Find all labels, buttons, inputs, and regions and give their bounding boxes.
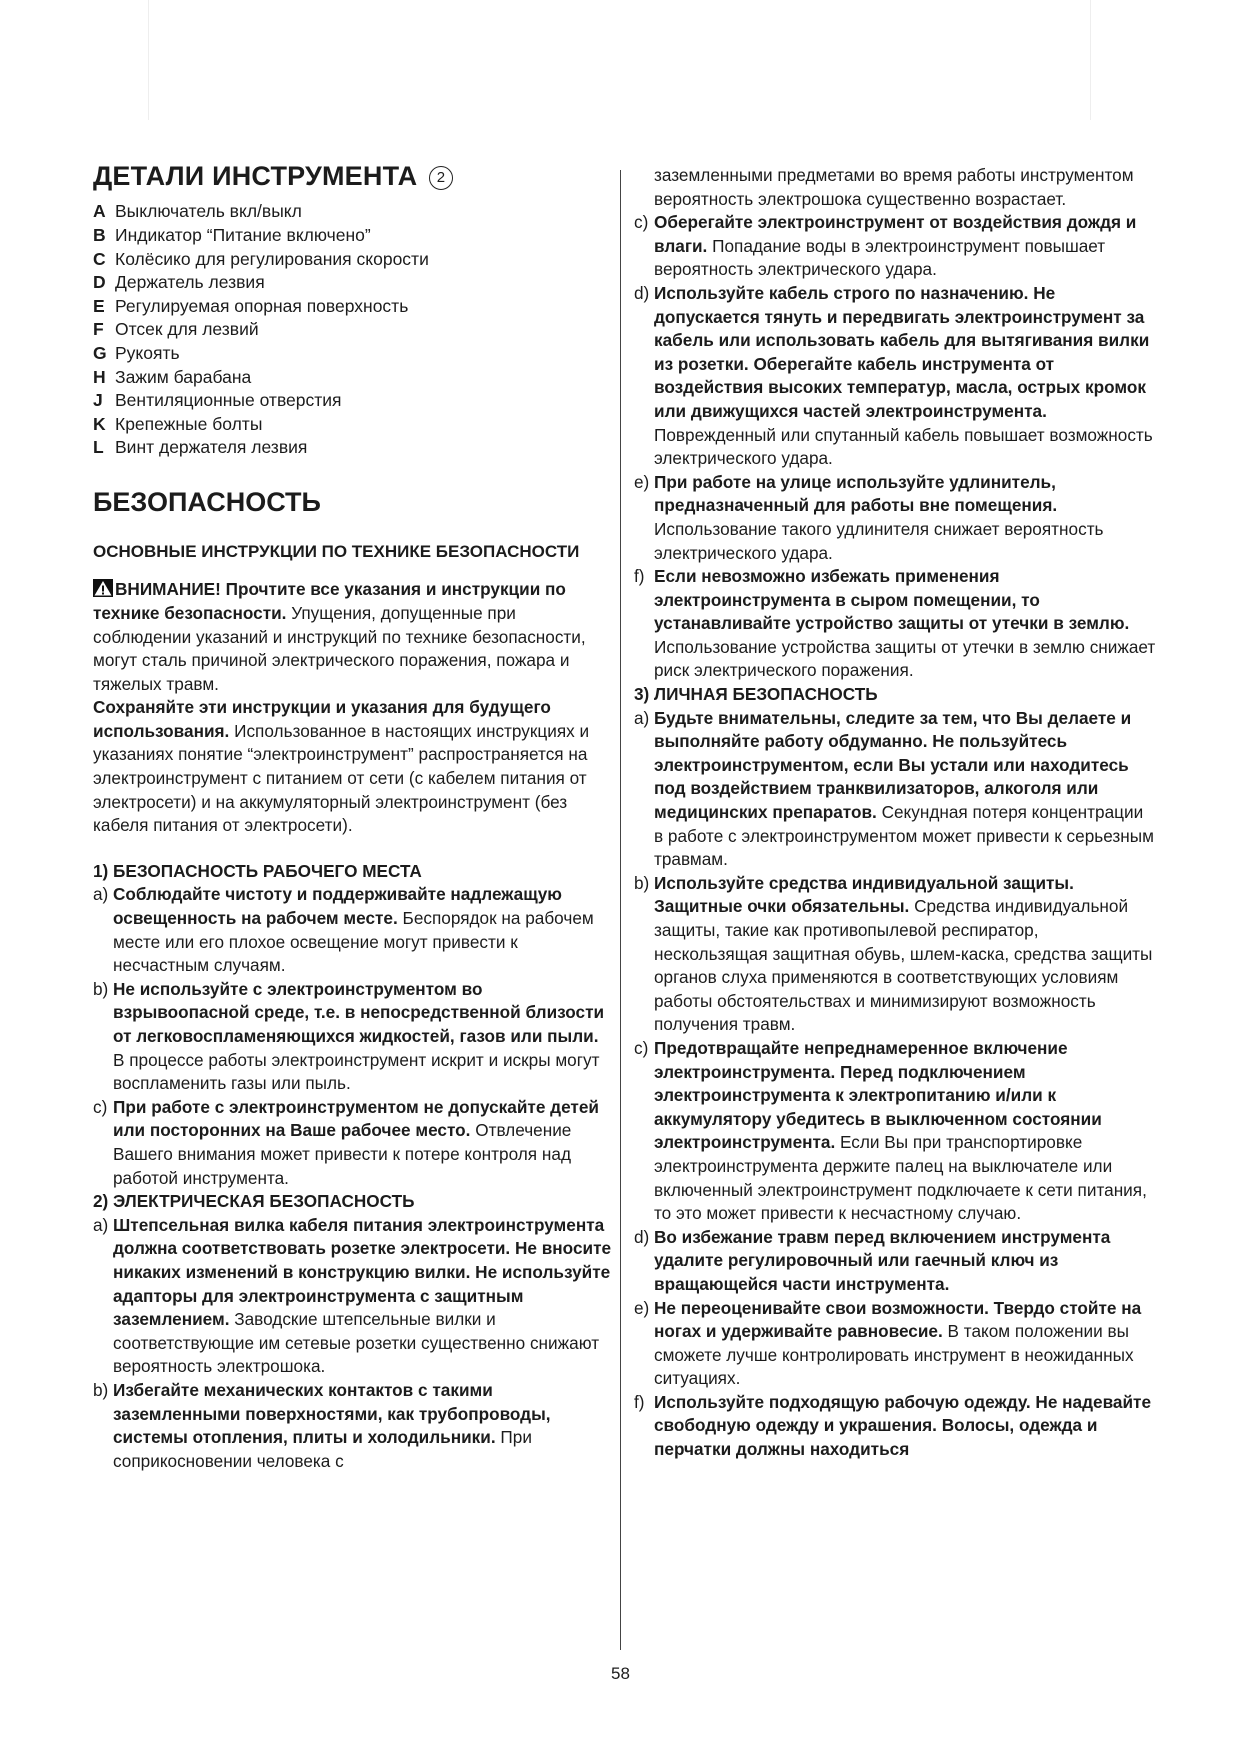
part-item [93,200,613,224]
instruction-item [93,1096,613,1190]
instruction-text: При соприкосновении человека с [113,1427,532,1471]
part-key: G [93,342,107,363]
part-item [93,366,613,390]
instruction-bold: Используйте кабель строго по назначению. Не допускается тянуть и передвигать электроинструмент за кабель или использовать кабель для вытягивания вилки из розетки. Оберегайте кабель инструмента от воздействия высоких температур, масла, острых кромок или движущихся частей электроинструмента. [654,282,1150,421]
part-label: Вентиляционные отверстия [115,390,342,411]
instruction-bold: Используйте средства индивидуальной защиты. Защитные очки обязательны. [654,872,1074,917]
left-column [93,160,613,1473]
part-key: B [93,224,106,245]
part-item [93,413,613,437]
part-item [93,318,613,342]
part-key: L [93,437,104,458]
instruction-label: d) [634,1226,650,1247]
instruction-text: В процессе работы электроинструмент искрит и искры могут воспламенить газы или пыль. [113,1049,600,1094]
instruction-label: e) [634,1297,650,1318]
instruction-bold: Не используйте с электроинструментом во взрывоопасной среде, т.е. в непосредственной близости от легковоспламеняющихся жидкостей, газов или пыли. [113,978,605,1046]
part-item [93,295,613,319]
instruction-label: b) [93,1379,109,1400]
instruction-text: Средства индивидуальной защиты, такие как противопылевой респиратор, нескользящая защитная обувь, шлем-каска, средства защиты органов слуха применяются в соответствующих условиям работы обстоятельствах и минимизируют возможность получения травм. [654,896,1153,1035]
instruction-bold: Штепсельная вилка кабеля питания электроинструмента должна соответствовать розетке электросети. Не вносите никаких изменений в конструкцию вилки. Не используйте адапторы для электроинструмента с защитным заземлением. [113,1214,612,1330]
instruction-label: b) [634,872,650,893]
instruction-text: Использование устройства защиты от утечки в землю снижает риск электрического поражения. [654,636,1156,681]
part-label: Рукоять [115,342,180,363]
parts-list [93,200,613,460]
part-label: Винт держателя лезвия [115,437,308,458]
instruction-bold: При работе с электроинструментом не допускайте детей или посторонних на Ваше рабочее место. [113,1096,599,1141]
instruction-bold: При работе на улице используйте удлинитель, предназначенный для работы вне помещения. [654,471,1058,516]
part-item [93,224,613,248]
instruction-text: Отвлечение Вашего внимания может привести к потере контроля над работой инструмента. [113,1120,572,1188]
part-key: J [93,390,103,411]
part-label: Колёсико для регулирования скорости [115,248,429,269]
part-item [93,342,613,366]
part-label: Индикатор “Питание включено” [115,224,371,245]
instruction-text: В таком положении вы сможете лучше контролировать инструмент в неожиданных ситуациях. [654,1321,1134,1389]
part-label: Зажим барабана [115,366,252,387]
section-1-list [93,883,613,1190]
part-label: Выключатель вкл/выкл [115,201,302,222]
instruction-label: c) [93,1096,108,1117]
instruction-bold: Оберегайте электроинструмент от воздействия дождя и влаги. [654,212,1137,256]
safety-heading: БЕЗОПАСНОСТЬ [93,486,321,517]
instruction-label: c) [634,1037,649,1058]
instruction-item [634,471,1156,565]
part-item [93,248,613,272]
instruction-bold: Не переоценивайте свои возможности. Твердо стойте на ногах и удерживайте равновесие. [654,1297,1142,1342]
instruction-item [634,872,1156,1037]
part-key: E [93,295,105,316]
instruction-item [93,1379,613,1473]
section-3-list [634,707,1156,1462]
safety-subheading: ОСНОВНЫЕ ИНСТРУКЦИИ ПО ТЕХНИКЕ БЕЗОПАСНОСТИ [93,542,580,562]
part-label: Отсек для лезвий [115,319,259,340]
instruction-item [634,282,1156,471]
section-2-list [93,1214,613,1474]
part-item [93,389,613,413]
section-1-title: 1) БЕЗОПАСНОСТЬ РАБОЧЕГО МЕСТА [93,860,422,881]
instruction-label: c) [634,212,649,233]
instruction-label: f) [634,1391,645,1412]
instruction-label: a) [634,707,650,728]
warning-icon [93,579,113,597]
instruction-bold: Соблюдайте чистоту и поддерживайте надлежащую освещенность на рабочем месте. [113,884,562,929]
instruction-text: Заводские штепсельные вилки и соответствующие им сетевые розетки существенно снижают вероятность электрошока. [113,1309,600,1377]
column-divider [620,170,621,1650]
part-key: F [93,319,104,340]
instruction-item [634,1297,1156,1391]
instruction-label: a) [93,1214,109,1235]
right-column [634,164,1156,1462]
instruction-bold: Предотвращайте непреднамеренное включение электроинструмента. Перед подключением электроинструмента к электропитанию и/или к аккумулятору убедитесь в выключенном состоянии электроинструмента. [654,1037,1102,1153]
page-number: 58 [611,1664,630,1683]
instruction-text: Использование такого удлинителя снижает вероятность электрического удара. [654,518,1104,563]
instruction-label: f) [634,566,645,587]
instruction-label: e) [634,471,650,492]
part-label: Регулируемая опорная поверхность [115,295,409,316]
instruction-bold: Если невозможно избежать применения электроинструмента в сыром помещении, то устанавливайте устройство защиты от утечки в землю. [654,566,1130,634]
warning-paragraph: ВНИМАНИЕ! Прочтите все указания и инструкции по технике безопасности. Упущения, допущенные при соблюдении указаний и инструкций по технике безопасности, могут сталь причиной электрического поражения, пожара и тяжелых травм. [93,579,586,694]
part-label: Крепежные болты [115,413,263,434]
instruction-item [634,1037,1156,1226]
instruction-item [634,707,1156,872]
instruction-item [93,978,613,1096]
instruction-item [634,1226,1156,1297]
instruction-bold: Будьте внимательны, следите за тем, что Вы делаете и выполняйте работу обдуманно. Не пользуйтесь электроинструментом, если Вы устали или находитесь под воздействием транквилизаторов, алкоголя или медицинских препаратов. [654,707,1132,823]
instruction-bold: Избегайте механических контактов с такими заземленными поверхностями, как трубопроводы, системы отопления, плиты и холодильники. [113,1379,551,1448]
instruction-text: Беспорядок на рабочем месте или его плохое освещение могут привести к несчастным случаям. [113,908,594,976]
parts-heading: ДЕТАЛИ ИНСТРУМЕНТА 2 [93,160,613,192]
instruction-label: d) [634,282,650,303]
instruction-text: Секундная потеря концентрации в работе с электроинструментом может привести к серьезным травмам. [654,802,1154,870]
part-key: A [93,201,106,222]
instruction-item [93,883,613,977]
instruction-label: b) [93,978,109,999]
part-label: Держатель лезвия [115,272,265,293]
instruction-text: Поврежденный или спутанный кабель повышает возможность электрического удара. [654,424,1153,469]
keep-paragraph: Сохраняйте эти инструкции и указания для будущего использования. Использованное в настоящих инструкциях и указаниях понятие “электроинструмент” распространяется на электроинструмент с питанием от сети (с кабелем питания от электросети) и на аккумуляторный электроинструмент (без кабеля питания от электросети). [93,697,590,836]
section-2-list-continued [634,211,1156,683]
instruction-item [634,565,1156,683]
figure-ref-badge: 2 [429,166,453,190]
part-key: C [93,248,106,269]
instruction-item [634,211,1156,282]
part-item [93,436,613,460]
instruction-text: Если Вы при транспортировке электроинструмента держите палец на выключателе или включенный электроинструмент подключаете к сети питания, то это может привести к несчастному случаю. [654,1132,1147,1224]
section-2-continuation: заземленными предметами во время работы инструментом вероятность электрошока существенно возрастает. [654,165,1134,209]
instruction-bold: Во избежание травм перед включением инструмента удалите регулировочный или гаечный ключ из вращающейся части инструмента. [654,1226,1111,1294]
instruction-item [93,1214,613,1379]
part-key: H [93,366,106,387]
instruction-item [634,1391,1156,1462]
part-item [93,271,613,295]
part-key: D [93,272,106,293]
section-3-title: 3) ЛИЧНАЯ БЕЗОПАСНОСТЬ [634,684,878,705]
instruction-bold: Используйте подходящую рабочую одежду. Не надевайте свободную одежду и украшения. Волосы, одежда и перчатки должны находиться [654,1391,1152,1460]
instruction-label: a) [93,884,109,905]
instruction-text: Попадание воды в электроинструмент повышает вероятность электрического удара. [654,235,1106,280]
section-2-title: 2) ЭЛЕКТРИЧЕСКАЯ БЕЗОПАСНОСТЬ [93,1191,415,1212]
part-key: K [93,413,106,434]
